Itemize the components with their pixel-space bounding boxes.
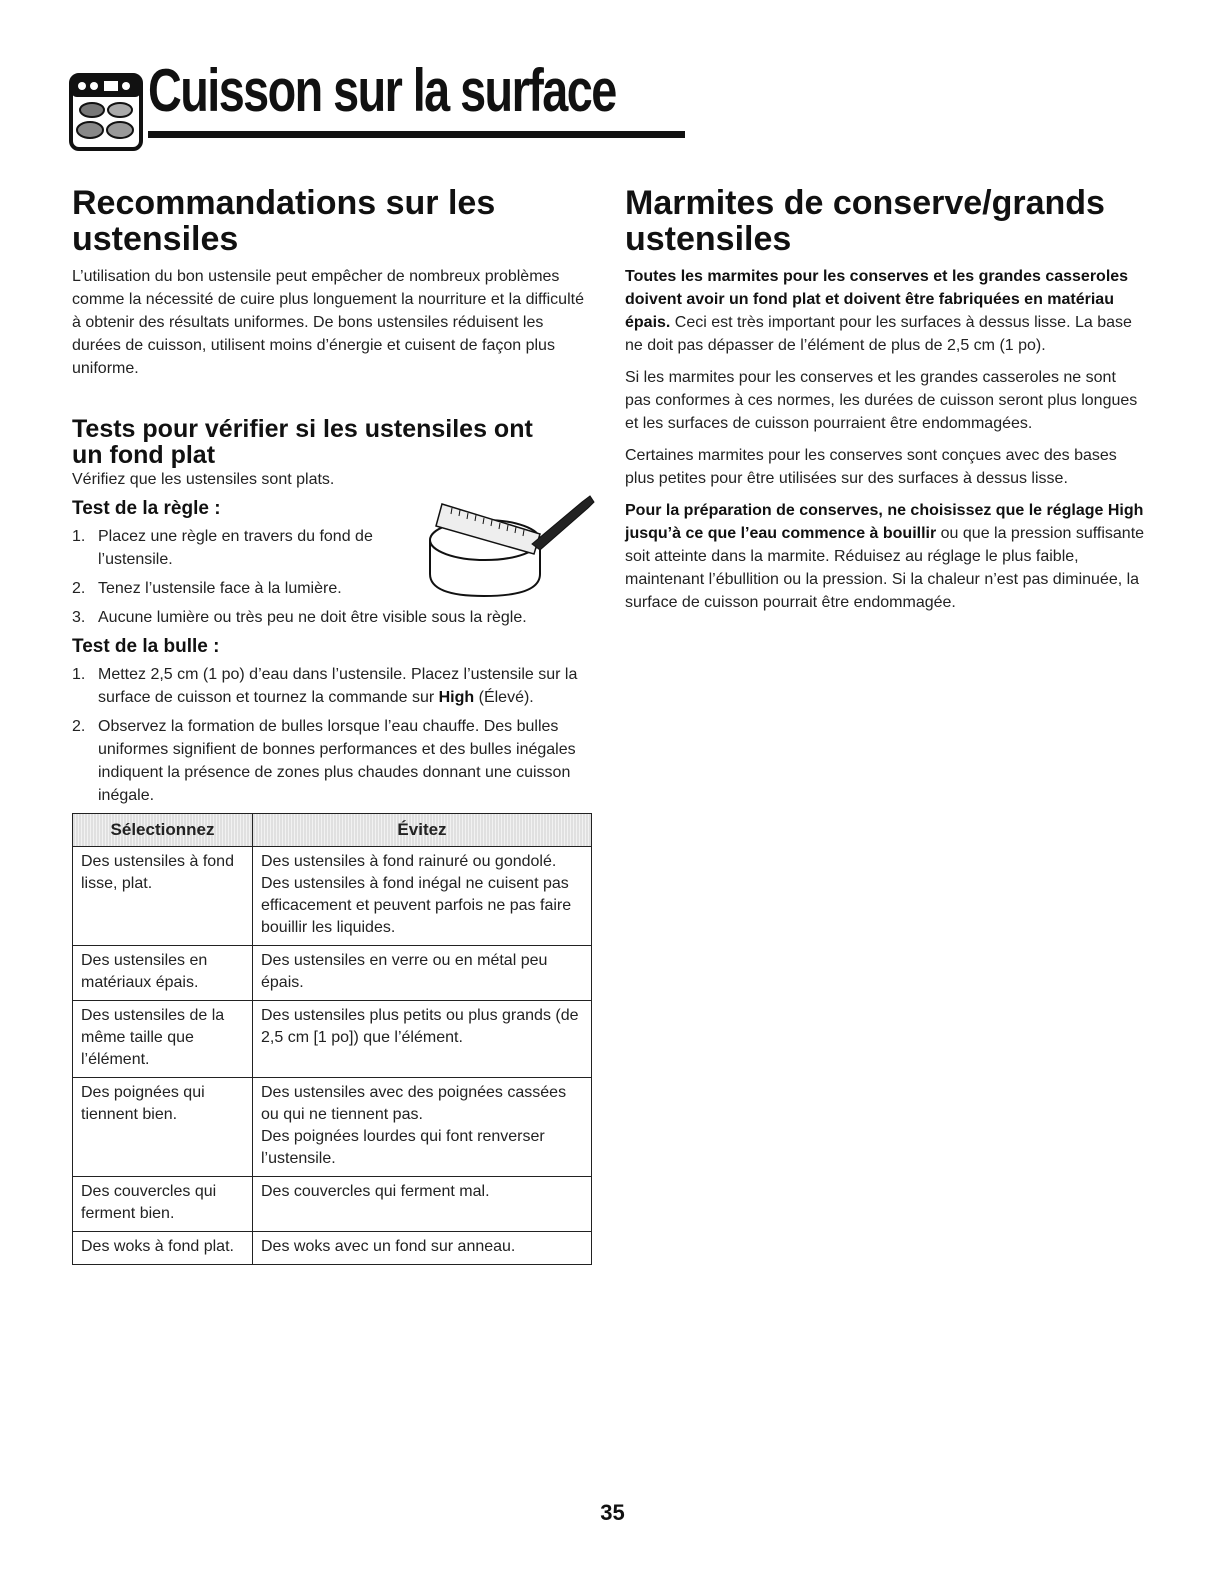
table-row (73, 1078, 592, 1177)
avoid-cell (253, 1232, 592, 1265)
left-column (72, 185, 592, 1265)
header-evitez: Évitez (253, 814, 592, 847)
avoid-cell (253, 946, 592, 1001)
select-cell (73, 1232, 253, 1265)
cell-line: Des woks à fond plat. (81, 1238, 234, 1255)
paragraph-1: Toutes les marmites pour les conserves et les grandes casseroles doivent avoir un fond plat et doivent être fabriquées en matériau épais. Ceci est très important pour les surfaces à dessus lisse. La base ne doit pas dépasser de l’élément de plus de 2,5 cm (1 po). (625, 268, 1132, 354)
bubble-step: 2. Observez la formation de bulles lorsque l’eau chauffe. Des bulles uniformes signifient de bonnes performances et des bulles inégales indiquent la présence de zones plus chaudes donnant une cuisson inégale. (72, 718, 576, 804)
page-header (68, 57, 628, 152)
flat-bottom-tests (72, 416, 592, 807)
section-title-marmites: Marmites de conserve/grands ustensiles (625, 184, 1105, 258)
cell-line: Des ustensiles de la même taille que l’élément. (81, 1007, 225, 1068)
cell-line: Des poignées qui tiennent bien. (81, 1084, 205, 1123)
cell-line: Des ustensiles à fond lisse, plat. (81, 853, 234, 892)
stove-icon (68, 72, 146, 152)
avoid-cell (253, 1001, 592, 1078)
select-cell (73, 847, 253, 946)
ruler-step: 1. Placez une règle en travers du fond de l’ustensile. (72, 528, 373, 568)
cell-line: Des ustensiles avec des poignées cassées ou qui ne tiennent pas. (261, 1084, 567, 1123)
section-title-recommandations: Recommandations sur les ustensiles (72, 184, 496, 258)
table-row (73, 946, 592, 1001)
table-header-row (73, 814, 592, 847)
select-cell (73, 946, 253, 1001)
bubble-step: 1. Mettez 2,5 cm (1 po) d’eau dans l’ustensile. Placez l’ustensile sur la surface de cuisson et tournez la commande sur High (Élevé). (72, 666, 578, 706)
table-row (73, 847, 592, 946)
cell-line: Des poignées lourdes qui font renverser l’ustensile. (261, 1128, 545, 1167)
select-cell (73, 1078, 253, 1177)
cell-line: Des ustensiles à fond rainuré ou gondolé. (261, 853, 557, 870)
tests-title: Tests pour vérifier si les ustensiles ont un fond plat (72, 415, 533, 469)
right-column (625, 185, 1145, 623)
avoid-cell (253, 1078, 592, 1177)
table-row (73, 1001, 592, 1078)
intro-paragraph: L’utilisation du bon ustensile peut empêcher de nombreux problèmes comme la nécessité de cuire plus longuement la nourriture et la difficulté à obtenir des résultats uniformes. De bons ustensiles réduisent les durées de cuisson, utilisent moins d’énergie et cuisent de façon plus uniforme. (72, 268, 584, 377)
cell-line: Des ustensiles en verre ou en métal peu épais. (261, 952, 548, 991)
bubble-test-title: Test de la bulle : (72, 636, 220, 657)
ruler-test-title: Test de la règle : (72, 498, 221, 519)
cell-line: Des woks avec un fond sur anneau. (261, 1238, 516, 1255)
table-body (73, 847, 592, 1265)
cookware-table (72, 813, 592, 1265)
title-rule (148, 131, 685, 138)
paragraph-4: Pour la préparation de conserves, ne choisissez que le réglage High jusqu’à ce que l’eau commence à bouillir ou que la pression suffisante soit atteinte dans la marmite. Réduisez au réglage le plus faible, maintenant l’ébullition ou la pression. Si la chaleur n’est pas diminuée, la surface de cuisson pourrait être endommagée. (625, 502, 1145, 611)
ruler-step: 2. Tenez l’ustensile face à la lumière. (72, 580, 342, 597)
avoid-cell (253, 847, 592, 946)
tests-intro: Vérifiez que les ustensiles sont plats. (72, 471, 335, 488)
page-number: 35 (600, 1500, 625, 1525)
select-cell (73, 1177, 253, 1232)
cell-line: Des couvercles qui ferment mal. (261, 1183, 490, 1200)
cell-line: Des ustensiles en matériaux épais. (81, 952, 208, 991)
paragraph-3: Certaines marmites pour les conserves sont conçues avec des bases plus petites pour être utilisées sur des surfaces à dessus lisse. (625, 447, 1117, 487)
avoid-cell (253, 1177, 592, 1232)
table-row (73, 1177, 592, 1232)
select-cell (73, 1001, 253, 1078)
bubble-test-steps (72, 663, 592, 807)
paragraph-2: Si les marmites pour les conserves et les grandes casseroles ne sont pas conformes à ces normes, les durées de cuisson seront plus longues et les surfaces de cuisson pourraient être endommagées. (625, 369, 1138, 432)
header-selectionnez: Sélectionnez (73, 814, 253, 847)
table-row (73, 1232, 592, 1265)
ruler-step: 3. Aucune lumière ou très peu ne doit être visible sous la règle. (72, 609, 527, 626)
cell-line: Des ustensiles à fond inégal ne cuisent pas efficacement et peuvent parfois ne pas faire bouillir les liquides. (261, 875, 572, 936)
cell-line: Des couvercles qui ferment bien. (81, 1183, 217, 1222)
page-title: Cuisson sur la surface (148, 57, 616, 124)
cell-line: Des ustensiles plus petits ou plus grands (de 2,5 cm [1 po]) que l’élément. (261, 1007, 579, 1046)
